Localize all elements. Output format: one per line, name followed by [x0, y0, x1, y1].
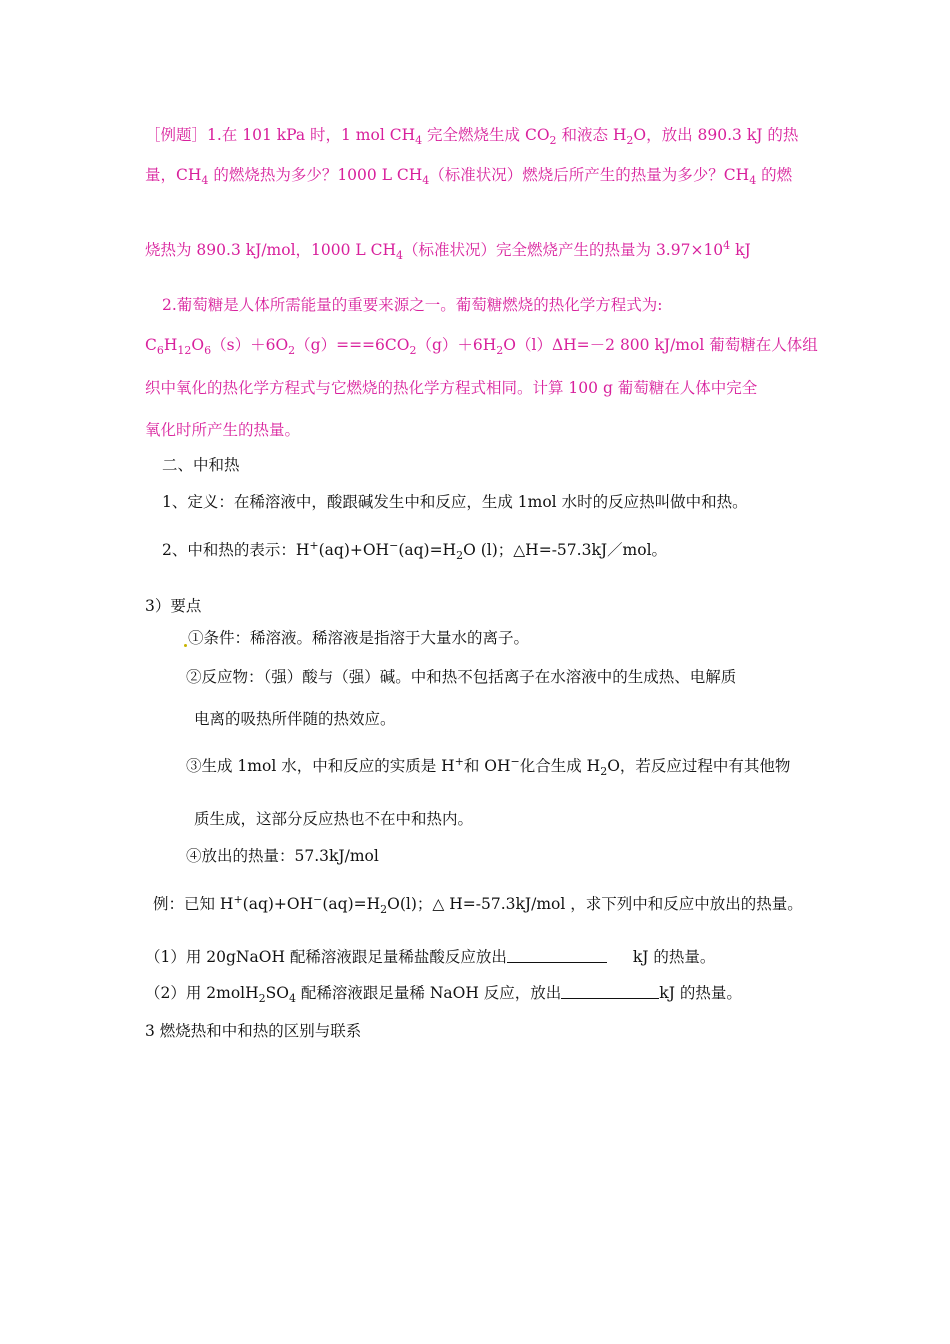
neutralization-expression: 2、中和热的表示：$H^+(aq)+OH^-(aq)=H_2O$ (l)；△H=-57.3kJ／mol。 [162, 539, 668, 562]
example2-equation: $C_6H_{12}O_6(s)+6O_2(g)===6CO_2(g)+6H_2O(l)\Delta H=-2$ 800 kJ/mol 葡萄糖在人体组 [145, 336, 818, 357]
answer-blank-1[interactable] [507, 948, 607, 963]
point-2-line2: 电离的吸热所伴随的热效应。 [194, 710, 396, 728]
example3-sub1: （1）用 20gNaOH 配稀溶液跟足量稀盐酸反应放出 kJ 的热量。 [145, 948, 716, 966]
point-3-line1: ③生成 1mol 水，中和反应的实质是 H+和 OH−化合生成 $H_2O$，若反应过程中有其他物 [186, 755, 791, 778]
example3-question: 例：已知 $H^+(aq)+OH^-(aq)=H_2O(l)$；△ H=-57.3kJ/mol ，求下列中和反应中放出的热量。 [153, 893, 803, 916]
example2-line4: 氧化时所产生的热量。 [145, 421, 301, 439]
neutralization-definition: 1、定义：在稀溶液中，酸跟碱发生中和反应，生成 1mol 水时的反应热叫做中和热。 [162, 493, 748, 511]
example1-line1: ［例题］1.在 101 kPa 时，1 mol $CH_4$ 完全燃烧生成 $CO_2$ 和液态 $H_2O$，放出 890.3 kJ 的热 [145, 126, 799, 147]
section3-heading: 3 燃烧热和中和热的区别与联系 [145, 1022, 362, 1040]
point-4: ④放出的热量：57.3kJ/mol [186, 847, 379, 865]
point-1: ①条件：稀溶液。稀溶液是指溶于大量水的离子。 [183, 628, 529, 648]
example1-answer: 烧热为 890.3 kJ/mol，1000 L $CH_4$（标准状况）完全燃烧产生的热量为 $3.97\times 10^4$ kJ [145, 239, 751, 262]
example1-line2: 量，$CH_4$ 的燃烧热为多少？1000 L $CH_4$（标准状况）燃烧后所产生的热量为多少？$CH_4$ 的燃 [145, 166, 793, 187]
answer-blank-2[interactable] [561, 984, 659, 999]
example2-line1: 2.葡萄糖是人体所需能量的重要来源之一。葡萄糖燃烧的热化学方程式为: [162, 296, 663, 314]
points-heading: 3）要点 [145, 597, 202, 615]
section2-heading: 二、中和热 [162, 456, 240, 474]
point-3-line2: 质生成，这部分反应热也不在中和热内。 [194, 810, 474, 828]
example3-sub2: （2）用 $2molH_2SO_4$ 配稀溶液跟足量稀 NaOH 反应，放出 kJ 的热量。 [145, 984, 742, 1005]
example2-line3: 织中氧化的热化学方程式与它燃烧的热化学方程式相同。计算 100 g 葡萄糖在人体中完全 [145, 379, 758, 397]
annotation-mark [184, 644, 187, 647]
point-2-line1: ②反应物：（强）酸与（强）碱。中和热不包括离子在水溶液中的生成热、电解质 [186, 668, 737, 686]
